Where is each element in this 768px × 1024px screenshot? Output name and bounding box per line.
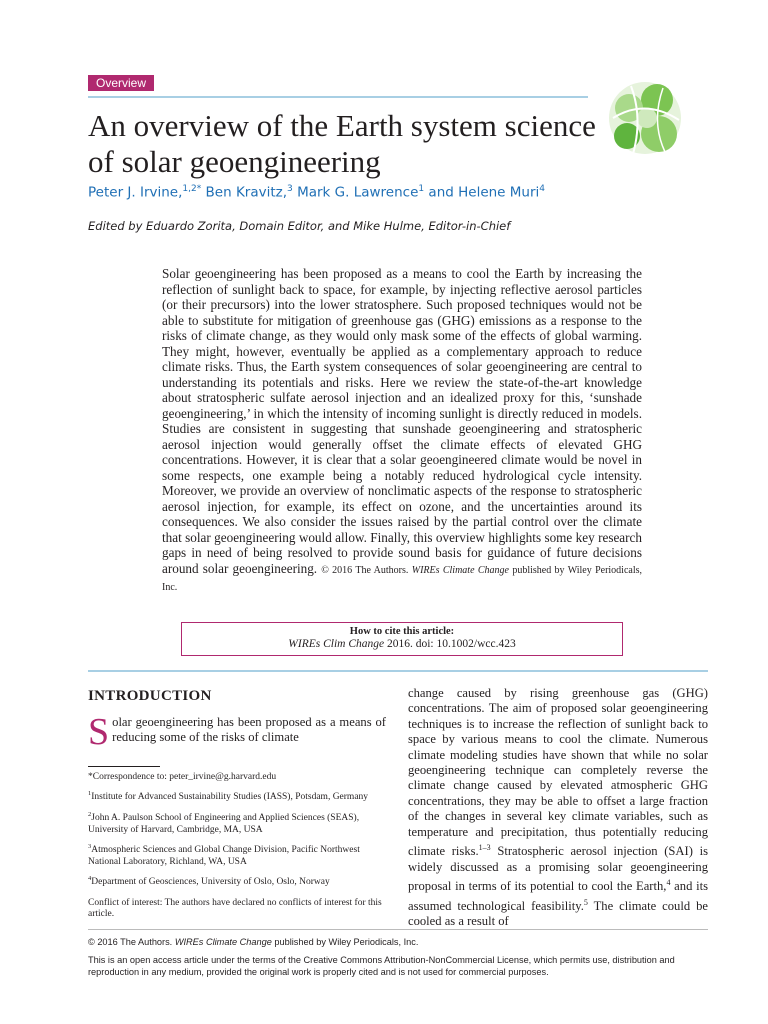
journal-logo-icon	[603, 78, 685, 160]
reference-marker[interactable]: 5	[583, 897, 588, 907]
drop-cap: S	[88, 711, 110, 753]
body-text: change caused by rising greenhouse gas (GHG) concentrations. The aim of proposed solar geoengineering techniques is to increase the reflection of sunlight back to space by various means to cool the climate. Numerous climate modeling studies have shown that while no solar geoengineering technique can completely reverse the climate change caused by elevated atmospheric GHG concentrations, they may be able to offset a large fraction of the changes in several key climate variables, such as temperature and precipitation, thus potentially reducing climate risks.	[408, 686, 708, 859]
body-text: Stratospheric aerosol injection (SAI) is widely discussed as a promising solar geoengineering proposal in terms of its potential to cool the Earth,	[408, 844, 708, 894]
section-heading: INTRODUCTION	[88, 688, 212, 704]
footer-copyright: © 2016 The Authors. WIREs Climate Change published by Wiley Periodicals, Inc.	[88, 937, 419, 947]
conflict-note: Conflict of interest: The authors have declared no conflicts of interest for this article.	[88, 897, 382, 920]
correspondence-note[interactable]: *Correspondence to: peter_irvine@g.harvard.edu	[88, 771, 277, 782]
editor-credit: Edited by Eduardo Zorita, Domain Editor, and Mike Hulme, Editor-in-Chief	[88, 219, 511, 233]
affiliation-note: $^1$Institute for Advanced Sustainability Studies (IASS), Potsdam, Germany	[88, 790, 369, 803]
footer-license: This is an open access article under the terms of the Creative Commons Attribution-NonCommercial License, which permits use, distribution and reproduction in any medium, provided the original work is properly cited and is not used for commercial purposes.	[88, 955, 675, 977]
section-rule	[88, 670, 708, 672]
body-text: and its assumed technological feasibility.	[408, 879, 708, 913]
header-rule	[88, 96, 588, 98]
reference-marker[interactable]: 1–3	[478, 843, 491, 853]
author-name[interactable]: Ben Kravitz,	[205, 184, 288, 201]
footnote-rule	[88, 766, 160, 767]
left-column	[88, 688, 386, 921]
author-affiliation: 4	[539, 184, 546, 194]
body-text: The climate could be cooled as a result of	[408, 898, 708, 929]
citation-text[interactable]: WIREs Clim Change 2016. doi: 10.1002/wcc.423	[288, 638, 516, 650]
abstract	[162, 266, 642, 596]
intro-paragraph: Solar geoengineering has been proposed as a means of reducing some of the risks of climate	[88, 711, 386, 753]
author-affiliation: 3	[287, 184, 293, 194]
affiliation-note: $^3$Atmospheric Sciences and Global Change Division, Pacific Northwest National Laboratory, Richland, WA, USA	[88, 843, 360, 867]
footer-rule	[88, 929, 708, 930]
abstract-copyright: © 2016 The Authors. WIREs Climate Change published by Wiley Periodicals, Inc.	[162, 564, 642, 593]
citation-box	[181, 622, 623, 656]
author-list	[88, 184, 545, 201]
author-affiliation: 1	[418, 184, 425, 194]
page-footer	[88, 936, 708, 978]
affiliation-note: $^4$Department of Geosciences, University of Oslo, Oslo, Norway	[88, 875, 330, 888]
author-name[interactable]: and Helene Muri	[428, 184, 540, 201]
citation-heading: How to cite this article:	[349, 626, 455, 637]
author-name[interactable]: Mark G. Lawrence	[297, 184, 419, 201]
author-name[interactable]: Peter J. Irvine,	[88, 184, 183, 201]
reference-marker[interactable]: 4	[666, 878, 671, 888]
abstract-text: Solar geoengineering has been proposed as a means to cool the Earth by increasing the reflection of sunlight back to space, for example, by injecting reflective aerosol particles (or their precursors) into the lower stratosphere. Such proposed techniques would not be able to substitute for mitigation of greenhouse gas (GHG) emissions as a response to the risks of climate change, as they would only mask some of the effects of global warming. They might, however, eventually be applied as a complementary approach to reduce climate risks. Thus, the Earth system consequences of solar geoengineering are central to understanding its potentials and risks. Here we review the state-of-the-art knowledge about stratospheric sulfate aerosol injection and an idealized proxy for this, ‘sunshade geoengineering,’ in which the intensity of incoming sunlight is directly reduced in models. Studies are consistent in suggesting that sunshade geoengineering and stratospheric aerosol injection would generally offset the climate effects of elevated GHG concentrations. However, it is clear that a solar geoengineered climate would be novel in some respects, one example being a notably reduced hydrological cycle intensity. Moreover, we provide an overview of nonclimatic aspects of the response to stratospheric aerosol injection, for example, its effect on ozone, and the uncertainties around its consequences. We also consider the issues raised by the partial control over the climate that solar geoengineering would allow. Finally, this overview highlights some key research gaps in need of being resolved to provide sound basis for guidance of future decisions around solar geoengineering.	[162, 266, 642, 576]
author-affiliation: 1,2*	[182, 184, 202, 194]
article-type-badge: Overview	[88, 75, 154, 91]
right-column	[408, 686, 708, 930]
article-title: An overview of the Earth system science of solar geoengineering	[88, 108, 596, 179]
affiliation-note: $^2$John A. Paulson School of Engineering and Applied Sciences (SEAS), University of Harvard, Cambridge, MA, USA	[88, 810, 360, 835]
